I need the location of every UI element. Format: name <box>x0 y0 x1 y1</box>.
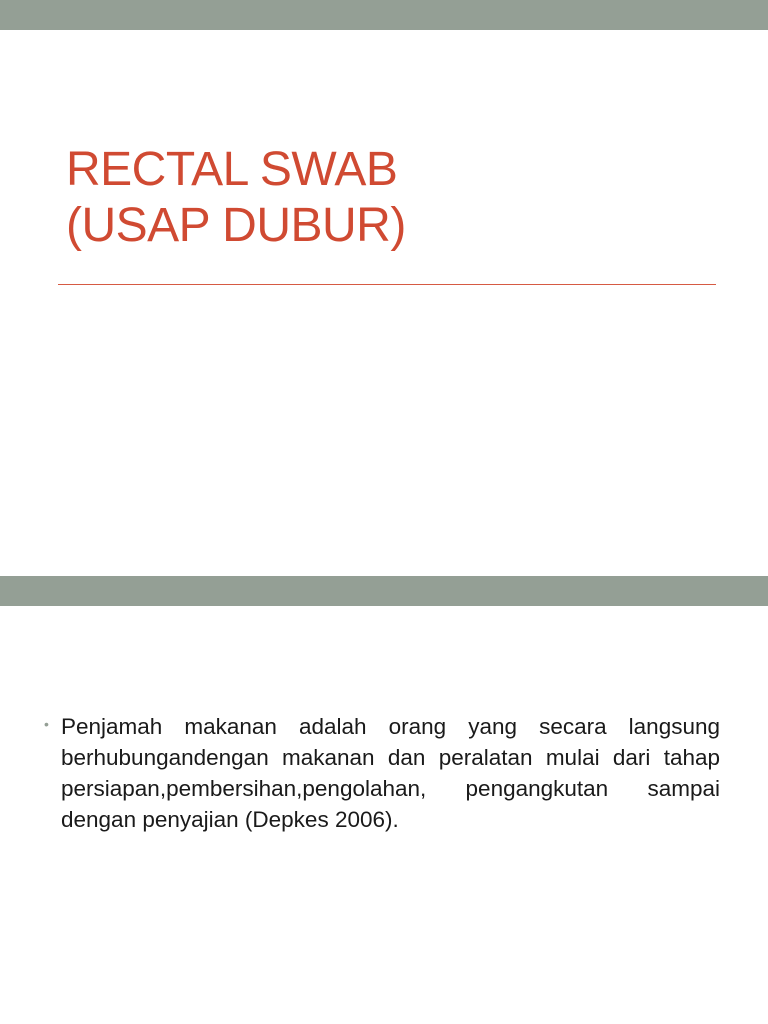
slide-header-band <box>0 0 768 30</box>
bullet-item <box>44 711 720 835</box>
slide-content <box>0 576 768 1024</box>
title-line-1: RECTAL SWAB <box>66 143 398 196</box>
slide-title-heading <box>66 142 406 254</box>
bullet-dot-icon: • <box>44 716 49 732</box>
bullet-list <box>44 711 720 835</box>
slide-header-band <box>0 576 768 606</box>
bullet-text: Penjamah makanan adalah orang yang secara langsung berhubungandengan makanan dan peralatan mulai dari tahap persiapan,pembersihan,pengolahan, pengangkutan sampai dengan penyajian (Depkes 2006). <box>61 714 720 832</box>
title-line-2: (USAP DUBUR) <box>66 199 406 252</box>
title-underline-rule <box>58 284 716 285</box>
